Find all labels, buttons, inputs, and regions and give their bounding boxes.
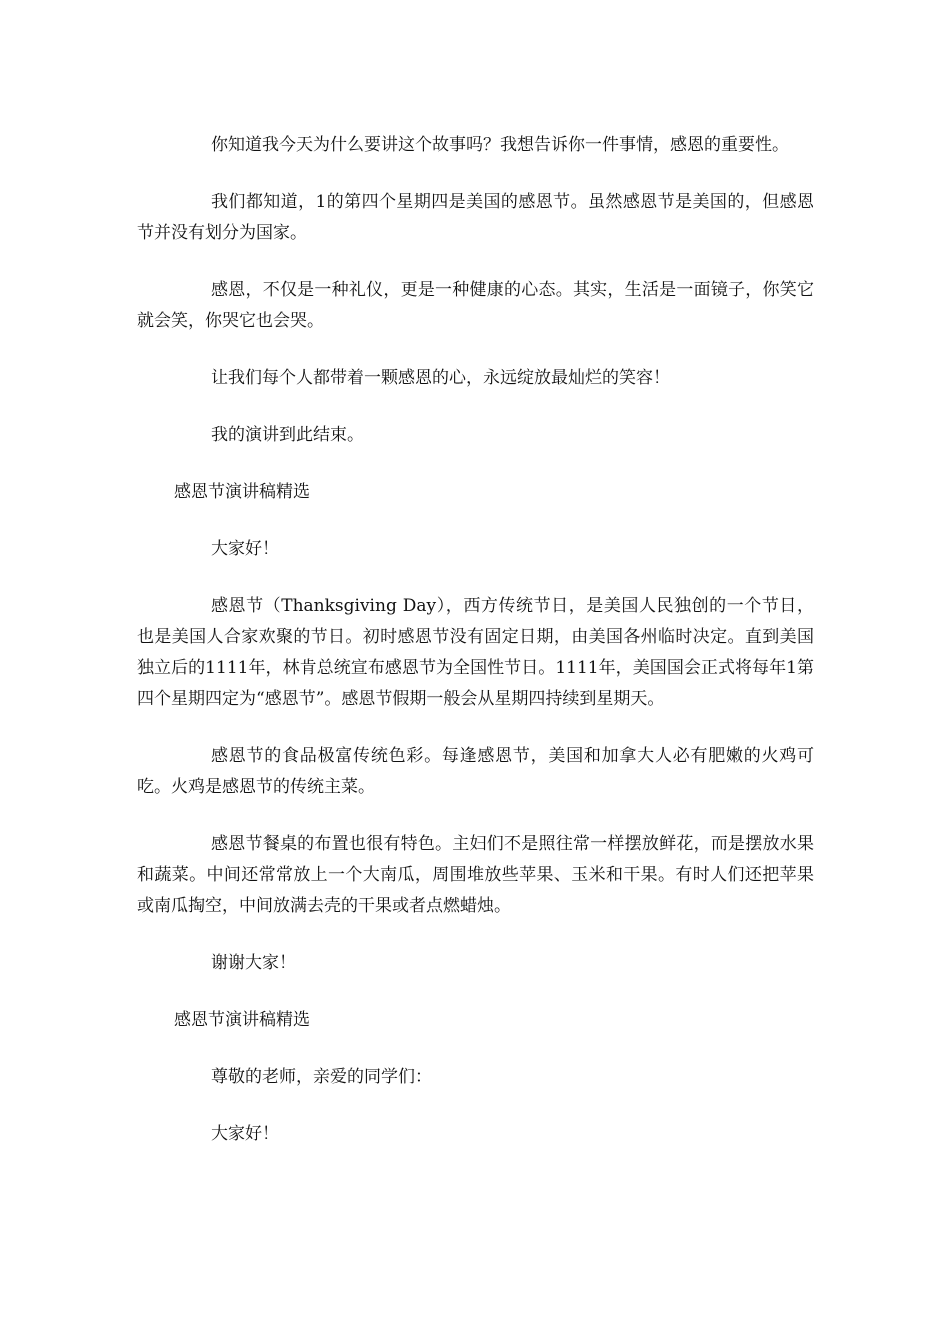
paragraph-1: 你知道我今天为什么要讲这个故事吗？我想告诉你一件事情，感恩的重要性。 (211, 135, 789, 155)
paragraph-gap (137, 451, 814, 477)
paragraph-gap (137, 565, 814, 591)
paragraph-5: 我的演讲到此结束。 (211, 425, 364, 445)
paragraph-3: 感恩，不仅是一种礼仪，更是一种健康的心态。其实，生活是一面镜子，你笑它就会笑，你哭它也会哭。 (137, 280, 814, 331)
closing-thanks: 谢谢大家！ (211, 953, 296, 973)
section-heading-1: 感恩节演讲稿精选 (174, 482, 310, 502)
paragraph-thanksgiving-food: 感恩节的食品极富传统色彩。每逢感恩节，美国和加拿大人必有肥嫩的火鸡可吃。火鸡是感恩节的传统主菜。 (137, 746, 814, 797)
paragraph-2: 我们都知道，1的第四个星期四是美国的感恩节。虽然感恩节是美国的，但感恩节并没有划分为国家。 (137, 192, 814, 243)
paragraph-gap (137, 979, 814, 1005)
paragraph-thanksgiving-table: 感恩节餐桌的布置也很有特色。主妇们不是照往常一样摆放鲜花，而是摆放水果和蔬菜。中间还常常放上一个大南瓜，周围堆放些苹果、玉米和干果。有时人们还把苹果或南瓜掏空，中间放满去壳的干果或者点燃蜡烛。 (137, 834, 814, 916)
paragraph-gap (137, 337, 814, 363)
paragraph-gap (137, 161, 814, 187)
paragraph-gap (137, 249, 814, 275)
paragraph-gap (137, 715, 814, 741)
paragraph-gap (137, 1093, 814, 1119)
paragraph-gap (137, 394, 814, 420)
greeting-2: 大家好！ (211, 1124, 279, 1144)
paragraph-gap (137, 803, 814, 829)
paragraph-gap (137, 922, 814, 948)
section-heading-2: 感恩节演讲稿精选 (174, 1010, 310, 1030)
greeting-1: 大家好！ (211, 539, 279, 559)
document-body (137, 130, 814, 1150)
paragraph-thanksgiving-history: 感恩节（Thanksgiving Day），西方传统节日，是美国人民独创的一个节日，也是美国人合家欢聚的节日。初时感恩节没有固定日期，由美国各州临时决定。直到美国独立后的1111年，林肯总统宣布感恩节为全国性节日。1111年，美国国会正式将每年1第四个星期四定为“感恩节”。感恩节假期一般会从星期四持续到星期天。 (137, 596, 814, 709)
paragraph-gap (137, 1036, 814, 1062)
paragraph-gap (137, 508, 814, 534)
paragraph-4: 让我们每个人都带着一颗感恩的心，永远绽放最灿烂的笑容！ (211, 368, 670, 388)
salutation: 尊敬的老师，亲爱的同学们： (211, 1067, 432, 1087)
